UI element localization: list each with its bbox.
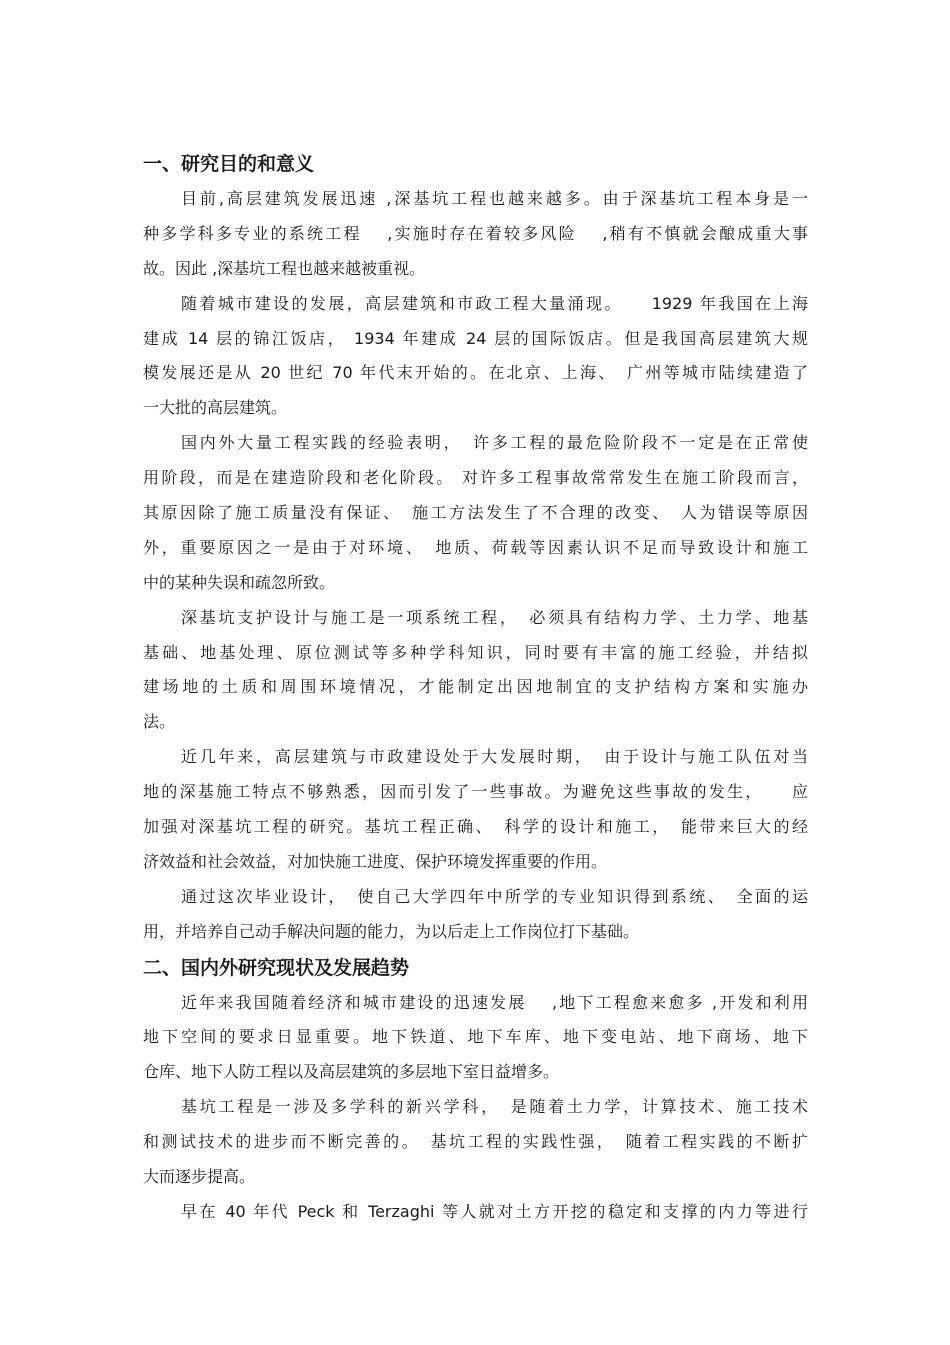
text-line: 基坑工程是一涉及多学科的新兴学科， 是随着土力学，计算技术、施工技术 <box>181 1097 808 1117</box>
text-line: 深基坑支护设计与施工是一项系统工程， 必须具有结构力学、土力学、地基 <box>181 607 808 627</box>
text-line: 加强对深基坑工程的研究。基坑工程正确、 科学的设计和施工， 能带来巨大的经 <box>143 817 808 837</box>
text-line: 早在 40 年代 Peck 和 Terzaghi 等人就对土方开挖的稳定和支撑的内力等进行 <box>181 1201 808 1221</box>
text-line: 国内外大量工程实践的经验表明， 许多工程的最危险阶段不一定是在正常使 <box>181 433 808 453</box>
text-line: 通过这次毕业设计， 使自己大学四年中所学的专业知识得到系统、 全面的运 <box>181 886 808 906</box>
paragraph <box>143 426 808 600</box>
text-line: 近年来我国随着经济和城市建设的迅速发展 ,地下工程愈来愈多 ,开发和利用 <box>181 992 808 1012</box>
text-line: 和测试技术的进步而不断完善的。 基坑工程的实践性强， 随着工程实践的不断扩 <box>143 1132 808 1152</box>
section-heading: 一、研究目的和意义 <box>143 153 315 175</box>
text-line: 模发展还是从 20 世纪 70 年代末开始的。在北京、上海、 广州等城市陆续建造了 <box>143 363 808 383</box>
paragraph <box>143 182 808 287</box>
text-line: 基础、地基处理、原位测试等多种学科知识，同时要有丰富的施工经验，并结拟 <box>143 642 808 662</box>
text-line: 随着城市建设的发展，高层建筑和市政工程大量涌现。 1929 年我国在上海 <box>181 293 808 313</box>
text-line: 种多学科多专业的系统工程 ,实施时存在着较多风险 ,稍有不慎就会酿成重大事 <box>143 223 808 243</box>
paragraph <box>143 740 808 880</box>
text-line: 济效益和社会效益，对加快施工进度、保护环境发挥重要的作用。 <box>143 851 608 871</box>
section-research-status <box>143 950 808 1230</box>
text-line: 其原因除了施工质量没有保证、 施工方法发生了不合理的改变、 人为错误等原因 <box>143 503 808 523</box>
text-line: 仓库、地下人防工程以及高层建筑的多层地下室日益增多。 <box>143 1062 560 1082</box>
paragraph <box>143 1090 808 1195</box>
text-line: 法。 <box>143 712 176 732</box>
paragraph <box>143 1195 808 1230</box>
text-line: 地的深基施工特点不够熟悉，因而引发了一些事故。为避免这些事故的发生， 应 <box>143 782 808 802</box>
text-line: 建成 14 层的锦江饭店， 1934 年建成 24 层的国际饭店。但是我国高层建筑大规 <box>143 328 808 348</box>
paragraph <box>143 880 808 950</box>
text-line: 用，并培养自己动手解决问题的能力，为以后走上工作岗位打下基础。 <box>143 921 640 941</box>
text-line: 外，重要原因之一是由于对环境、 地质、荷载等因素认识不足而导致设计和施工 <box>143 537 808 557</box>
section-heading: 二、国内外研究现状及发展趋势 <box>143 956 410 979</box>
text-line: 用阶段，而是在建造阶段和老化阶段。 对许多工程事故常常发生在施工阶段而言， <box>143 468 808 488</box>
paragraph <box>143 986 808 1091</box>
text-line: 中的某种失误和疏忽所致。 <box>143 572 336 592</box>
document-page <box>143 146 808 1230</box>
paragraph <box>143 287 808 427</box>
text-line: 目前,高层建筑发展迅速 ,深基坑工程也越来越多。由于深基坑工程本身是一 <box>181 189 808 208</box>
text-line: 近几年来，高层建筑与市政建设处于大发展时期， 由于设计与施工队伍对当 <box>181 747 808 767</box>
text-line: 故。因此 ,深基坑工程也越来越被重视。 <box>143 258 426 278</box>
section-research-purpose <box>143 146 808 950</box>
text-line: 建场地的土质和周围环境情况，才能制定出因地制宜的支护结构方案和实施办 <box>143 677 808 697</box>
paragraph <box>143 601 808 741</box>
text-line: 地下空间的要求日显重要。地下铁道、地下车库、地下变电站、地下商场、地下 <box>143 1027 808 1047</box>
text-line: 大而逐步提高。 <box>143 1167 256 1187</box>
text-line: 一大批的高层建筑。 <box>143 398 288 418</box>
